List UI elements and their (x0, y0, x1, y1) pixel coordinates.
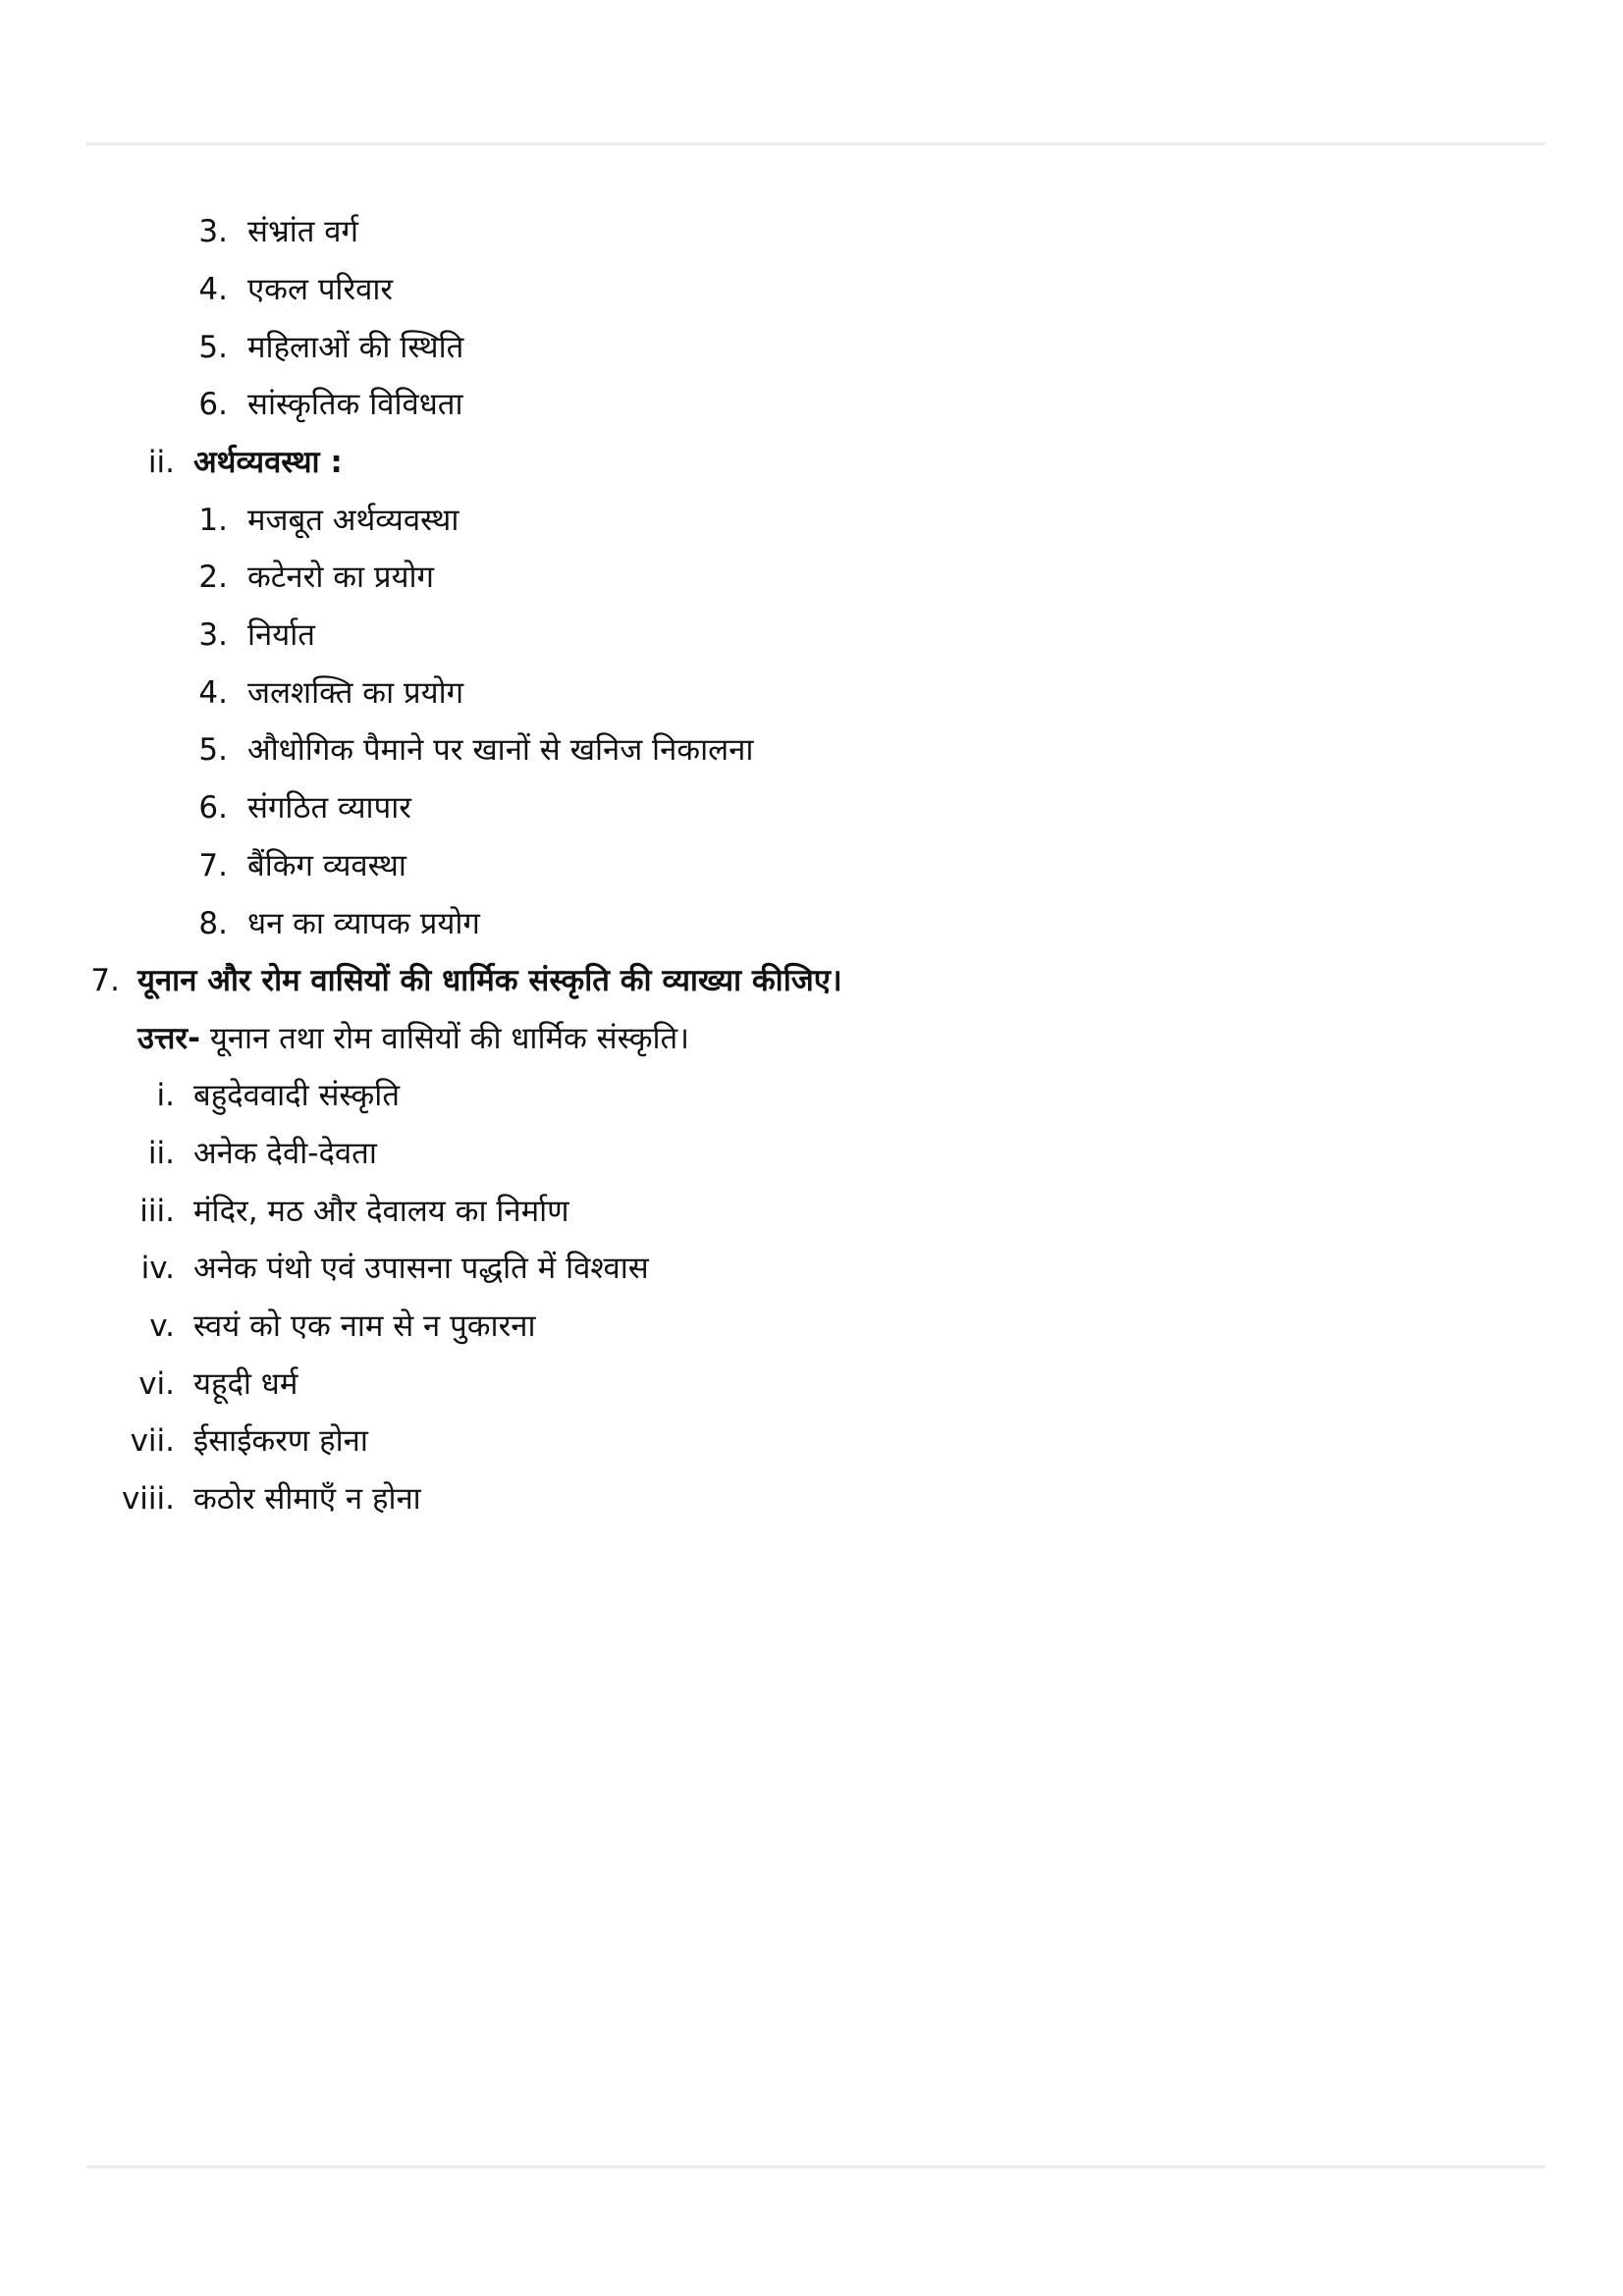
list-item-number: 1. (198, 503, 228, 538)
list-item-text: संगठित व्यापार (247, 790, 411, 826)
list-item-text: अनेक पंथो एवं उपासना पद्धति में विश्वास (193, 1251, 649, 1286)
list-item-text: मंदिर, मठ और देवालय का निर्माण (193, 1194, 569, 1229)
list-item-number: viii. (121, 1481, 175, 1517)
list-item-text: जलशक्ति का प्रयोग (247, 675, 464, 711)
list-item-text: औधोगिक पैमाने पर खानों से खनिज निकालना (247, 732, 754, 768)
answer-text: यूनान तथा रोम वासियों की धार्मिक संस्कृति। (199, 1021, 689, 1056)
list-item-text: कटेनरो का प्रयोग (247, 560, 434, 595)
list-item-number: 2. (198, 560, 228, 595)
section-heading-text: अर्थव्यवस्था : (193, 445, 343, 480)
list-item-number: 5. (198, 732, 228, 768)
answer-label: उत्तर- (137, 1021, 200, 1056)
list-item-number: ii. (147, 1136, 175, 1171)
list-item-number: 4. (198, 272, 228, 307)
list-item-text: स्वयं को एक नाम से न पुकारना (193, 1308, 536, 1344)
list-item-number: 8. (198, 906, 228, 941)
list-item-text: कठोर सीमाएँ न होना (193, 1481, 421, 1517)
answer-content (137, 1014, 689, 1063)
list-item-text: बैंकिग व्यवस्था (247, 848, 406, 883)
list-item-text: धन का व्यापक प्रयोग (247, 906, 480, 941)
list-item-number: 7. (198, 848, 228, 883)
question-number: 7. (90, 963, 120, 998)
list-item-text: एकल परिवार (247, 272, 394, 307)
list-item-text: मजबूत अर्थव्यवस्था (247, 503, 460, 538)
list-item-text: ईसाईकरण होना (193, 1423, 368, 1459)
list-item-number: 5. (198, 330, 228, 365)
list-item-number: iii. (139, 1194, 175, 1229)
list-item-number: 3. (198, 617, 228, 653)
list-item-text: सांस्कृतिक विविधता (247, 387, 463, 422)
list-item-number: 6. (198, 387, 228, 422)
list-item-number: vi. (138, 1366, 175, 1402)
question-text: यूनान और रोम वासियों की धार्मिक संस्कृति की व्याख्या कीजिए। (137, 963, 842, 998)
list-item-number: 6. (198, 790, 228, 826)
list-item-text: यहूदी धर्म (193, 1366, 298, 1402)
list-item-text: निर्यात (247, 617, 315, 653)
list-item-number: vii. (130, 1423, 175, 1459)
list-item-text: संभ्रांत वर्ग (247, 214, 358, 249)
list-item-number: 4. (198, 675, 228, 711)
top-divider (86, 142, 1545, 145)
list-item-number: iv. (140, 1251, 175, 1286)
list-item-number: i. (156, 1078, 175, 1113)
list-item-text: अनेक देवी-देवता (193, 1136, 377, 1171)
section-heading-number: ii. (147, 445, 175, 480)
list-item-text: बहुदेववादी संस्कृति (193, 1078, 400, 1113)
bottom-divider (86, 2165, 1545, 2168)
list-item-number: 3. (198, 214, 228, 249)
list-item-number: v. (149, 1308, 175, 1344)
list-item-text: महिलाओं की स्थिति (247, 330, 464, 365)
